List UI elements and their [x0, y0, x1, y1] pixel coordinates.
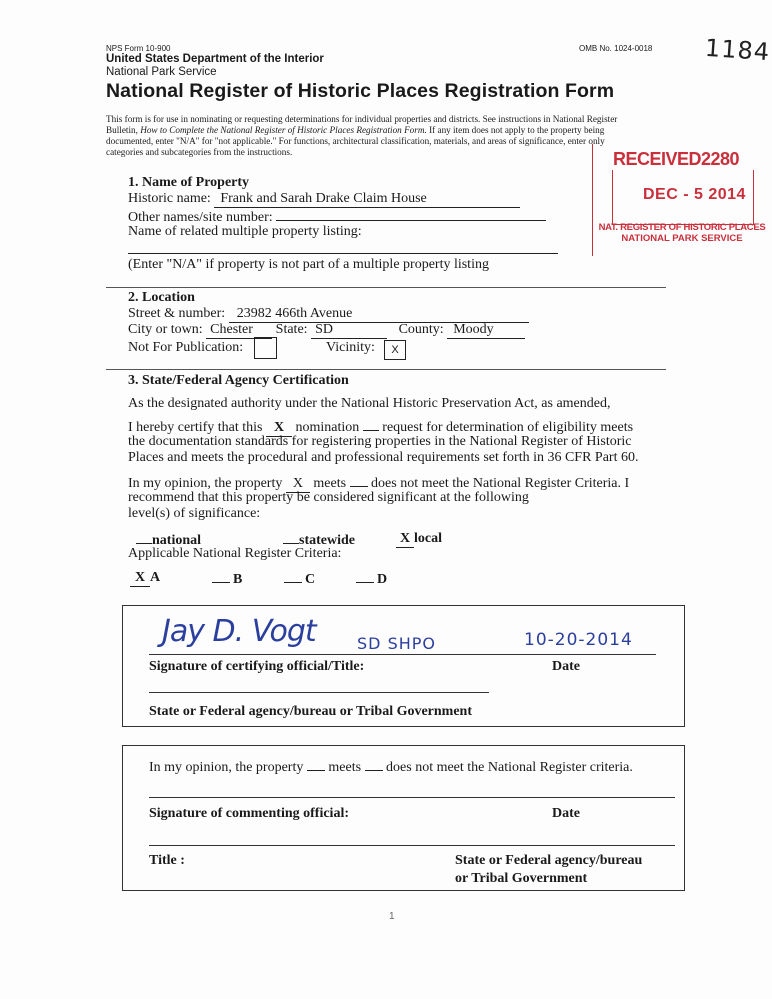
- commenting-date-label: Date: [552, 806, 580, 821]
- commenting-title-label: Title :: [149, 853, 185, 868]
- other-names-field[interactable]: [276, 208, 546, 221]
- certify-line: I hereby certify that this X nomination request for determination of eligibility meets: [128, 420, 634, 435]
- certify-line-2: the documentation standards for registering properties in the National Register of Historic: [128, 434, 632, 449]
- stamp-date-box: DEC - 5 2014: [612, 170, 754, 225]
- section-1-heading: 1. Name of Property: [128, 175, 250, 190]
- criteria-label: Applicable National Register Criteria:: [128, 546, 342, 561]
- state-field[interactable]: SD: [311, 322, 387, 339]
- signature-line[interactable]: [149, 654, 656, 655]
- criteria-c[interactable]: C: [284, 570, 315, 588]
- handwritten-reference: 1184: [704, 33, 771, 67]
- page-number: 1: [389, 911, 395, 922]
- commenting-agency-line2: or Tribal Government: [455, 871, 588, 886]
- section-3-heading: 3. State/Federal Agency Certification: [128, 373, 349, 388]
- agency-line[interactable]: [149, 692, 489, 693]
- agency-label: State or Federal agency/bureau or Tribal Government: [149, 704, 473, 719]
- stamp-agency: NAT. REGISTER OF HISTORIC PLACES NATIONAL PARK SERVICE: [598, 222, 766, 244]
- nomination-mark[interactable]: X: [266, 420, 292, 437]
- historic-name-field[interactable]: Frank and Sarah Drake Claim House: [214, 191, 520, 208]
- vicinity-checkbox[interactable]: X: [384, 340, 406, 360]
- related-listing-field[interactable]: [128, 253, 558, 254]
- department-name: United States Department of the Interior: [106, 53, 324, 65]
- street-row: Street & number: 23982 466th Avenue: [128, 306, 529, 323]
- related-listing-label: Name of related multiple property listing:: [128, 224, 362, 239]
- opinion-line-2: recommend that this property be considered significant at the following: [128, 490, 529, 505]
- opinion-line-3: level(s) of significance:: [128, 506, 261, 521]
- other-names-row: Other names/site number:: [128, 208, 546, 226]
- opinion-line: In my opinion, the property X meets does not meet the National Register Criteria. I: [128, 476, 630, 491]
- criteria-b[interactable]: B: [212, 570, 242, 588]
- not-for-publication-checkbox[interactable]: [254, 337, 277, 359]
- commenting-title-line[interactable]: [149, 845, 675, 846]
- omb-number: OMB No. 1024-0018: [579, 44, 653, 53]
- level-national[interactable]: national: [136, 531, 201, 549]
- na-note: (Enter "N/A" if property is not part of a multiple property listing: [128, 257, 489, 272]
- level-local[interactable]: X local: [396, 531, 442, 548]
- certify-line-3: Places and meets the procedural and professional requirements set forth in 36 CFR Part 60.: [128, 450, 639, 465]
- commenting-signature-line[interactable]: [149, 797, 675, 798]
- historic-name-row: Historic name: Frank and Sarah Drake Claim House: [128, 191, 520, 208]
- form-number: NPS Form 10-900: [106, 44, 171, 53]
- meets-mark[interactable]: X: [286, 476, 310, 493]
- authority-text: As the designated authority under the National Historic Preservation Act, as amended,: [128, 396, 611, 411]
- commenting-meets-mark[interactable]: [307, 758, 325, 771]
- county-field[interactable]: Moody: [447, 322, 525, 339]
- street-field[interactable]: 23982 466th Avenue: [229, 306, 529, 323]
- criteria-a[interactable]: X A: [130, 570, 160, 587]
- signature-label: Signature of certifying official/Title:: [149, 659, 365, 674]
- level-statewide[interactable]: statewide: [283, 531, 355, 549]
- date-label: Date: [552, 659, 580, 674]
- signed-date: 10-20-2014: [524, 630, 633, 650]
- city-field[interactable]: Chester: [206, 322, 272, 339]
- section-divider: [106, 369, 666, 370]
- commenting-opinion: In my opinion, the property meets does not meet the National Register criteria.: [149, 760, 633, 775]
- commenting-not-meet-mark[interactable]: [365, 758, 383, 771]
- request-mark[interactable]: [363, 418, 379, 431]
- commenting-agency-line1: State or Federal agency/bureau: [455, 853, 643, 868]
- received-stamp: RECEIVED2280: [592, 144, 755, 256]
- criteria-d[interactable]: D: [356, 570, 387, 588]
- intro-text: This form is for use in nominating or requesting determinations for individual properties and districts. See instructions in National Register Bulletin, How to Complete the National Register of Historic Places Registration Form. If any item does not apply to the property being documented, enter "N/A" for "not applicable." For functions, architectural classification, materials, and areas of significance, enter only categories and subcategories from the instructions.: [106, 114, 618, 157]
- city-row: City or town: Chester State: SD County: Moody: [128, 322, 525, 339]
- not-for-publication-label: Not For Publication:: [128, 340, 244, 355]
- section-divider: [106, 287, 666, 288]
- signature: Jay D. Vogt: [162, 614, 316, 649]
- signer-title: SD SHPO: [357, 634, 436, 653]
- form-title: National Register of Historic Places Registration Form: [106, 80, 615, 102]
- section-2-heading: 2. Location: [128, 290, 195, 305]
- vicinity-label: Vicinity:: [326, 340, 375, 355]
- commenting-signature-label: Signature of commenting official:: [149, 806, 349, 821]
- service-name: National Park Service: [106, 66, 217, 78]
- does-not-meet-mark[interactable]: [350, 474, 368, 487]
